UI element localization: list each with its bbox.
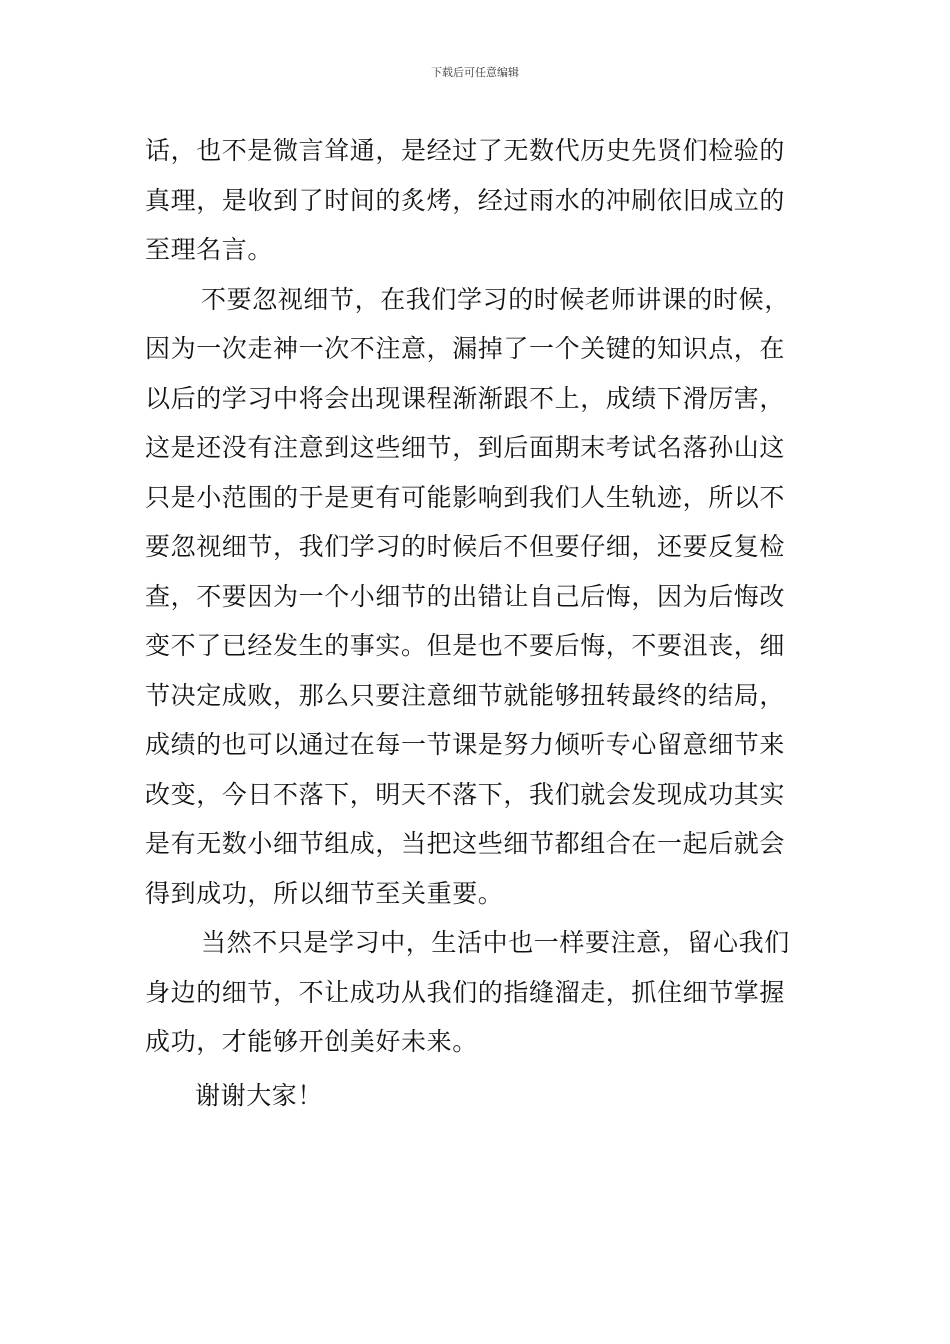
text-line: 成功，才能够开创美好未来。 bbox=[145, 1027, 478, 1056]
text-line: 真理，是收到了时间的炙烤，经过雨水的冲刷依旧成立的 bbox=[145, 185, 786, 215]
paragraph-2 bbox=[145, 275, 813, 919]
paragraph-3 bbox=[145, 918, 813, 1067]
text-line: 这是还没有注意到这些细节，到后面期末考试名落孙山这 bbox=[145, 433, 786, 462]
text-line: 得到成功，所以细节至关重要。 bbox=[145, 878, 504, 908]
text-line: 话，也不是微言耸通，是经过了无数代历史先贤们检验的 bbox=[145, 136, 786, 165]
text-line: 查，不要因为一个小细节的出错让自己后悔，因为后悔改 bbox=[145, 581, 786, 611]
page-header: 下载后可任意编辑 bbox=[431, 66, 519, 79]
text-line: 改变，今日不落下，明天不落下，我们就会发现成功其实 bbox=[145, 779, 786, 809]
text-line: 当然不只是学习中，生活中也一样要注意，留心我们 bbox=[201, 928, 790, 957]
text-line: 以后的学习中将会出现课程渐渐跟不上，成绩下滑厉害， bbox=[145, 383, 786, 413]
text-line: 不要忽视细节，在我们学习的时候老师讲课的时候， bbox=[201, 284, 790, 314]
text-line: 至理名言。 bbox=[145, 235, 274, 264]
text-line: 节决定成败，那么只要注意细节就能够扭转最终的结局， bbox=[145, 680, 786, 710]
closing-line: 谢谢大家！ bbox=[195, 1080, 324, 1110]
paragraph-1 bbox=[145, 126, 813, 275]
text-line: 要忽视细节，我们学习的时候后不但要仔细，还要反复检 bbox=[145, 532, 786, 561]
document-body bbox=[145, 126, 813, 1120]
text-line: 只是小范围的于是更有可能影响到我们人生轨迹，所以不 bbox=[145, 482, 786, 512]
text-line: 身边的细节，不让成功从我们的指缝溜走，抓住细节掌握 bbox=[145, 977, 786, 1007]
text-line: 因为一次走神一次不注意，漏掉了一个关键的知识点，在 bbox=[145, 334, 786, 363]
text-line: 变不了已经发生的事实。但是也不要后悔，不要沮丧，细 bbox=[145, 631, 786, 660]
text-line: 是有无数小细节组成，当把这些细节都组合在一起后就会 bbox=[145, 829, 786, 858]
text-line: 成绩的也可以通过在每一节课是努力倾听专心留意细节来 bbox=[145, 730, 786, 759]
